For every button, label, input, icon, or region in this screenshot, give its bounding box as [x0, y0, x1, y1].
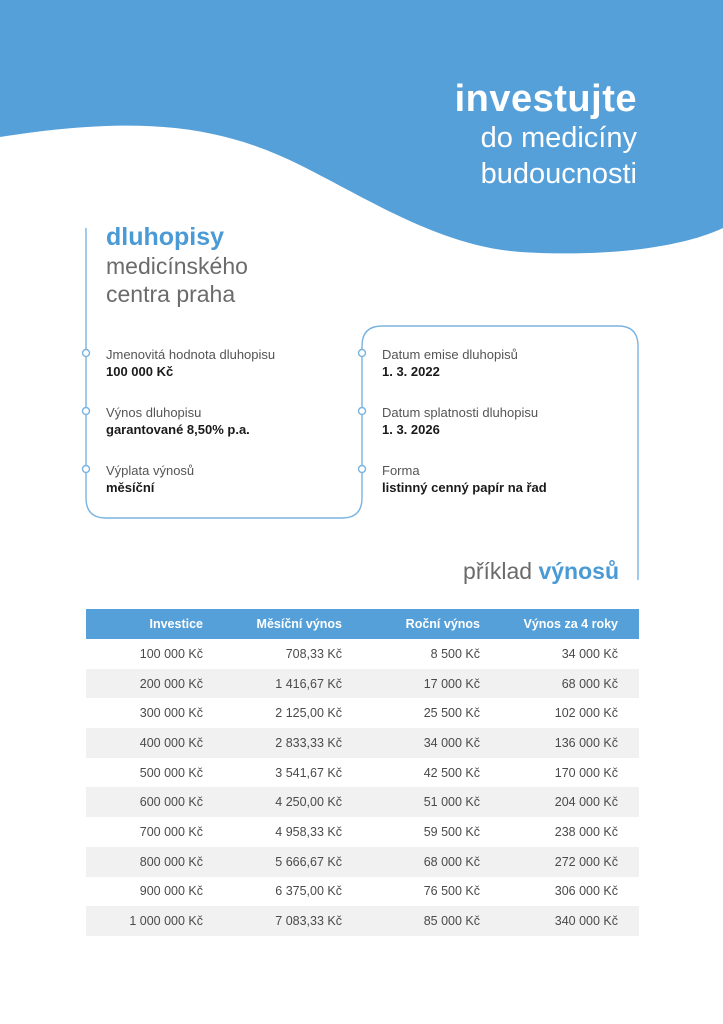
table-row	[86, 639, 639, 669]
cell-monthly: 7 083,33 Kč	[203, 906, 342, 936]
cell-padding	[618, 669, 639, 699]
cell-padding	[618, 877, 639, 907]
cell-padding	[618, 758, 639, 788]
table-row	[86, 877, 639, 907]
cell-padding	[618, 817, 639, 847]
bullet-dot	[359, 350, 366, 357]
hero-title-line3: budoucnosti	[480, 158, 637, 190]
cell-investment: 100 000 Kč	[139, 646, 203, 661]
hero-title-line2: do medicíny	[480, 122, 637, 154]
table-row	[86, 787, 639, 817]
detail-label: Datum splatnosti dluhopisu	[382, 405, 539, 420]
cell-four-year: 136 000 Kč	[480, 728, 618, 758]
yield-heading-light: příklad	[463, 558, 533, 584]
cell-padding	[618, 787, 639, 817]
table-row	[86, 669, 639, 699]
cell-four-year: 238 000 Kč	[554, 824, 618, 839]
column-header-monthly-yield: Měsíční výnos	[203, 609, 342, 639]
detail-value: garantované 8,50% p.a.	[106, 422, 250, 437]
cell-four-year: 170 000 Kč	[554, 765, 618, 780]
cell-annual: 76 500 Kč	[423, 884, 480, 899]
hero-title	[455, 78, 637, 192]
cell-annual: 25 500 Kč	[423, 706, 480, 721]
detail-value: listinný cenný papír na řad	[382, 480, 547, 495]
detail-value: 1. 3. 2022	[382, 364, 440, 379]
detail-label: Jmenovitá hodnota dluhopisu	[106, 347, 276, 362]
cell-monthly: 708,33 Kč	[285, 646, 342, 661]
cell-monthly: 6 375,00 Kč	[275, 884, 342, 899]
cell-monthly: 4 250,00 Kč	[203, 787, 342, 817]
cell-four-year: 102 000 Kč	[554, 706, 618, 721]
table-row	[86, 817, 639, 847]
cell-four-year: 272 000 Kč	[480, 847, 618, 877]
bond-title-bold: dluhopisy	[106, 223, 225, 251]
bullet-dot	[83, 408, 90, 415]
detail-issue-date	[382, 346, 518, 381]
detail-maturity-date	[382, 404, 538, 439]
detail-label: Datum emise dluhopisů	[382, 347, 518, 362]
cell-annual: 17 000 Kč	[342, 669, 480, 699]
cell-monthly: 2 125,00 Kč	[275, 706, 342, 721]
cell-padding	[618, 906, 639, 936]
table-header-row	[86, 609, 639, 639]
hero-title-bold: investujte	[454, 78, 637, 120]
table-row	[86, 758, 639, 788]
bond-title-line3: centra praha	[106, 281, 236, 307]
cell-monthly: 2 833,33 Kč	[203, 728, 342, 758]
cell-investment: 200 000 Kč	[86, 669, 203, 699]
header-padding	[618, 609, 639, 639]
cell-padding	[618, 639, 639, 669]
cell-investment: 600 000 Kč	[86, 787, 203, 817]
cell-investment: 900 000 Kč	[139, 884, 203, 899]
table-row	[86, 698, 639, 728]
cell-annual: 68 000 Kč	[342, 847, 480, 877]
column-header-investment: Investice	[86, 609, 203, 639]
cell-annual: 34 000 Kč	[342, 728, 480, 758]
detail-payout	[106, 462, 194, 497]
yield-example-heading	[463, 556, 619, 586]
cell-four-year: 306 000 Kč	[554, 884, 618, 899]
cell-annual: 8 500 Kč	[430, 646, 480, 661]
detail-value: měsíční	[106, 480, 155, 495]
cell-four-year: 34 000 Kč	[561, 646, 618, 661]
cell-investment: 500 000 Kč	[139, 765, 203, 780]
detail-bond-yield	[106, 404, 250, 439]
cell-annual: 59 500 Kč	[423, 824, 480, 839]
yield-table	[86, 609, 639, 936]
cell-investment: 700 000 Kč	[139, 824, 203, 839]
table-row	[86, 728, 639, 758]
cell-monthly: 5 666,67 Kč	[203, 847, 342, 877]
detail-nominal-value	[106, 346, 275, 381]
bullet-dot	[359, 466, 366, 473]
cell-monthly: 3 541,67 Kč	[275, 765, 342, 780]
detail-label: Výnos dluhopisu	[106, 405, 202, 420]
detail-value: 100 000 Kč	[106, 364, 174, 379]
table-row	[86, 847, 639, 877]
cell-annual: 42 500 Kč	[423, 765, 480, 780]
table-row	[86, 906, 639, 936]
cell-padding	[618, 728, 639, 758]
cell-annual: 85 000 Kč	[342, 906, 480, 936]
cell-four-year: 68 000 Kč	[480, 669, 618, 699]
detail-value: 1. 3. 2026	[382, 422, 440, 437]
cell-investment: 1 000 000 Kč	[86, 906, 203, 936]
bond-title-line2: medicínského	[106, 253, 248, 279]
bullet-dot	[83, 350, 90, 357]
cell-investment: 400 000 Kč	[86, 728, 203, 758]
column-header-annual-yield: Roční výnos	[342, 609, 480, 639]
cell-monthly: 4 958,33 Kč	[275, 824, 342, 839]
cell-monthly: 1 416,67 Kč	[203, 669, 342, 699]
detail-form	[382, 462, 547, 497]
cell-investment: 300 000 Kč	[139, 706, 203, 721]
cell-padding	[618, 847, 639, 877]
bullet-dot	[359, 408, 366, 415]
cell-investment: 800 000 Kč	[86, 847, 203, 877]
yield-heading-bold: výnosů	[538, 558, 619, 584]
detail-label: Výplata výnosů	[106, 463, 195, 478]
column-header-four-year-yield: Výnos za 4 roky	[480, 609, 618, 639]
cell-four-year: 204 000 Kč	[480, 787, 618, 817]
cell-padding	[618, 698, 639, 728]
detail-label: Forma	[382, 463, 420, 478]
bullet-dot	[83, 466, 90, 473]
cell-four-year: 340 000 Kč	[480, 906, 618, 936]
cell-annual: 51 000 Kč	[342, 787, 480, 817]
bond-title	[106, 222, 248, 308]
